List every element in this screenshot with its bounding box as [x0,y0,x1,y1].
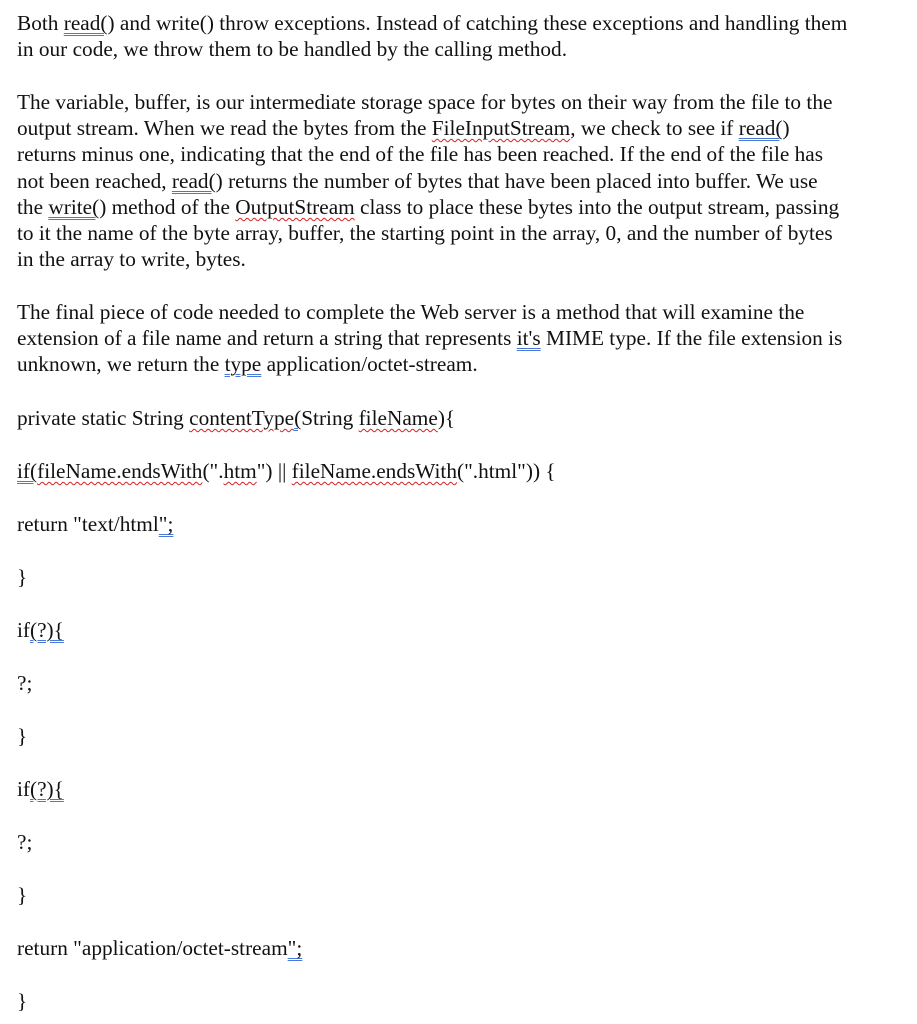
text-run: ){ [437,406,456,430]
grammar-flagged-text[interactable]: "; [287,936,303,960]
text-run: } [17,565,28,589]
text-run: ) returns the number of bytes that have been placed into buffer. We use [215,168,818,193]
text-run: (".html")) { [457,459,556,483]
code-line [17,458,556,484]
text-run: class to place these bytes into the output stream, passing [354,194,840,219]
paragraph-line [17,299,912,325]
text-run: output stream. When we read the bytes from the [17,116,432,141]
text-run: } [17,724,28,748]
paragraph-p1 [17,10,912,62]
text-run: application/octet-stream. [261,352,478,377]
text-run: return "text/html [17,512,159,536]
grammar-flagged-text[interactable]: "; [158,512,174,536]
grammar-flagged-text[interactable]: if( [17,459,38,483]
text-run: if [17,777,31,801]
grammar-flagged-text[interactable]: ( [294,406,302,430]
text-run: , we check to see if [570,116,739,141]
text-run: ) [782,116,790,141]
text-run: unknown, we return the [17,352,225,377]
text-run: returns minus one, indicating that the end of the file has been reached. If the end of the file has [17,142,824,167]
grammar-flagged-text[interactable]: read( [171,168,216,193]
paragraph-line [17,36,912,62]
paragraph-line [17,89,912,115]
paragraph-line [17,351,912,377]
spelling-flagged-text[interactable]: contentType [189,406,295,430]
code-line [17,776,64,802]
text-run: The variable, buffer, is our intermediate storage space for bytes on their way from the file to the [17,90,833,114]
code-line [17,829,32,855]
paragraph-line [17,325,912,351]
code-line [17,723,27,749]
spelling-flagged-text[interactable]: fileName [358,406,438,430]
text-run: not been reached, [17,168,172,193]
paragraph-line [17,141,912,167]
text-run: Both [17,11,64,35]
code-line [17,670,32,696]
text-run: extension of a file name and return a string that represents [17,326,517,351]
grammar-flagged-text[interactable]: it's [516,326,541,351]
text-run: } [17,883,28,907]
paragraph-p3 [17,299,912,378]
grammar-flagged-text[interactable]: (?){ [30,777,64,801]
text-run: MIME type. If the file extension is [540,326,843,351]
text-run: return "application/octet-stream [17,936,288,960]
paragraph-line [17,220,912,246]
paragraph-line [17,194,912,220]
text-run: ?; [17,671,33,695]
text-run: the [17,194,49,219]
text-run: ") || [256,459,292,483]
code-line [17,511,173,537]
code-line [17,617,64,643]
grammar-flagged-text[interactable]: read( [63,11,108,35]
grammar-flagged-text[interactable]: write( [48,194,100,219]
code-line [17,882,27,908]
paragraph-line [17,10,912,36]
code-line [17,405,455,431]
code-line [17,564,27,590]
grammar-flagged-text[interactable]: read( [738,116,783,141]
paragraph-line [17,115,912,141]
paragraph-p2 [17,89,912,272]
text-run: (". [202,459,224,483]
spelling-flagged-text[interactable]: fileName.endsWith [291,459,457,483]
code-line [17,988,27,1014]
text-run: The final piece of code needed to complete the Web server is a method that will examine the [17,300,805,324]
grammar-flagged-text[interactable]: type [224,352,262,377]
spelling-flagged-text[interactable]: OutputStream [235,194,355,219]
code-line [17,935,302,961]
grammar-flagged-text[interactable]: (?){ [30,618,64,642]
text-run: to it the name of the byte array, buffer, the starting point in the array, 0, and the number of bytes [17,220,833,245]
text-run: String [301,406,359,430]
paragraph-line [17,168,912,194]
spelling-flagged-text[interactable]: htm [223,459,257,483]
spelling-flagged-text[interactable]: fileName.endsWith [37,459,203,483]
text-run: private static String [17,406,190,430]
text-run: if [17,618,31,642]
text-run: ) and write() throw exceptions. Instead of catching these exceptions and handling them [107,11,848,35]
text-run: in the array to write, bytes. [17,247,246,272]
paragraph-line [17,246,912,272]
spelling-flagged-text[interactable]: FileInputStream [431,116,571,141]
text-run: } [17,989,28,1013]
text-run: ?; [17,830,33,854]
text-run: ) method of the [99,194,236,219]
text-run: in our code, we throw them to be handled by the calling method. [17,37,568,62]
